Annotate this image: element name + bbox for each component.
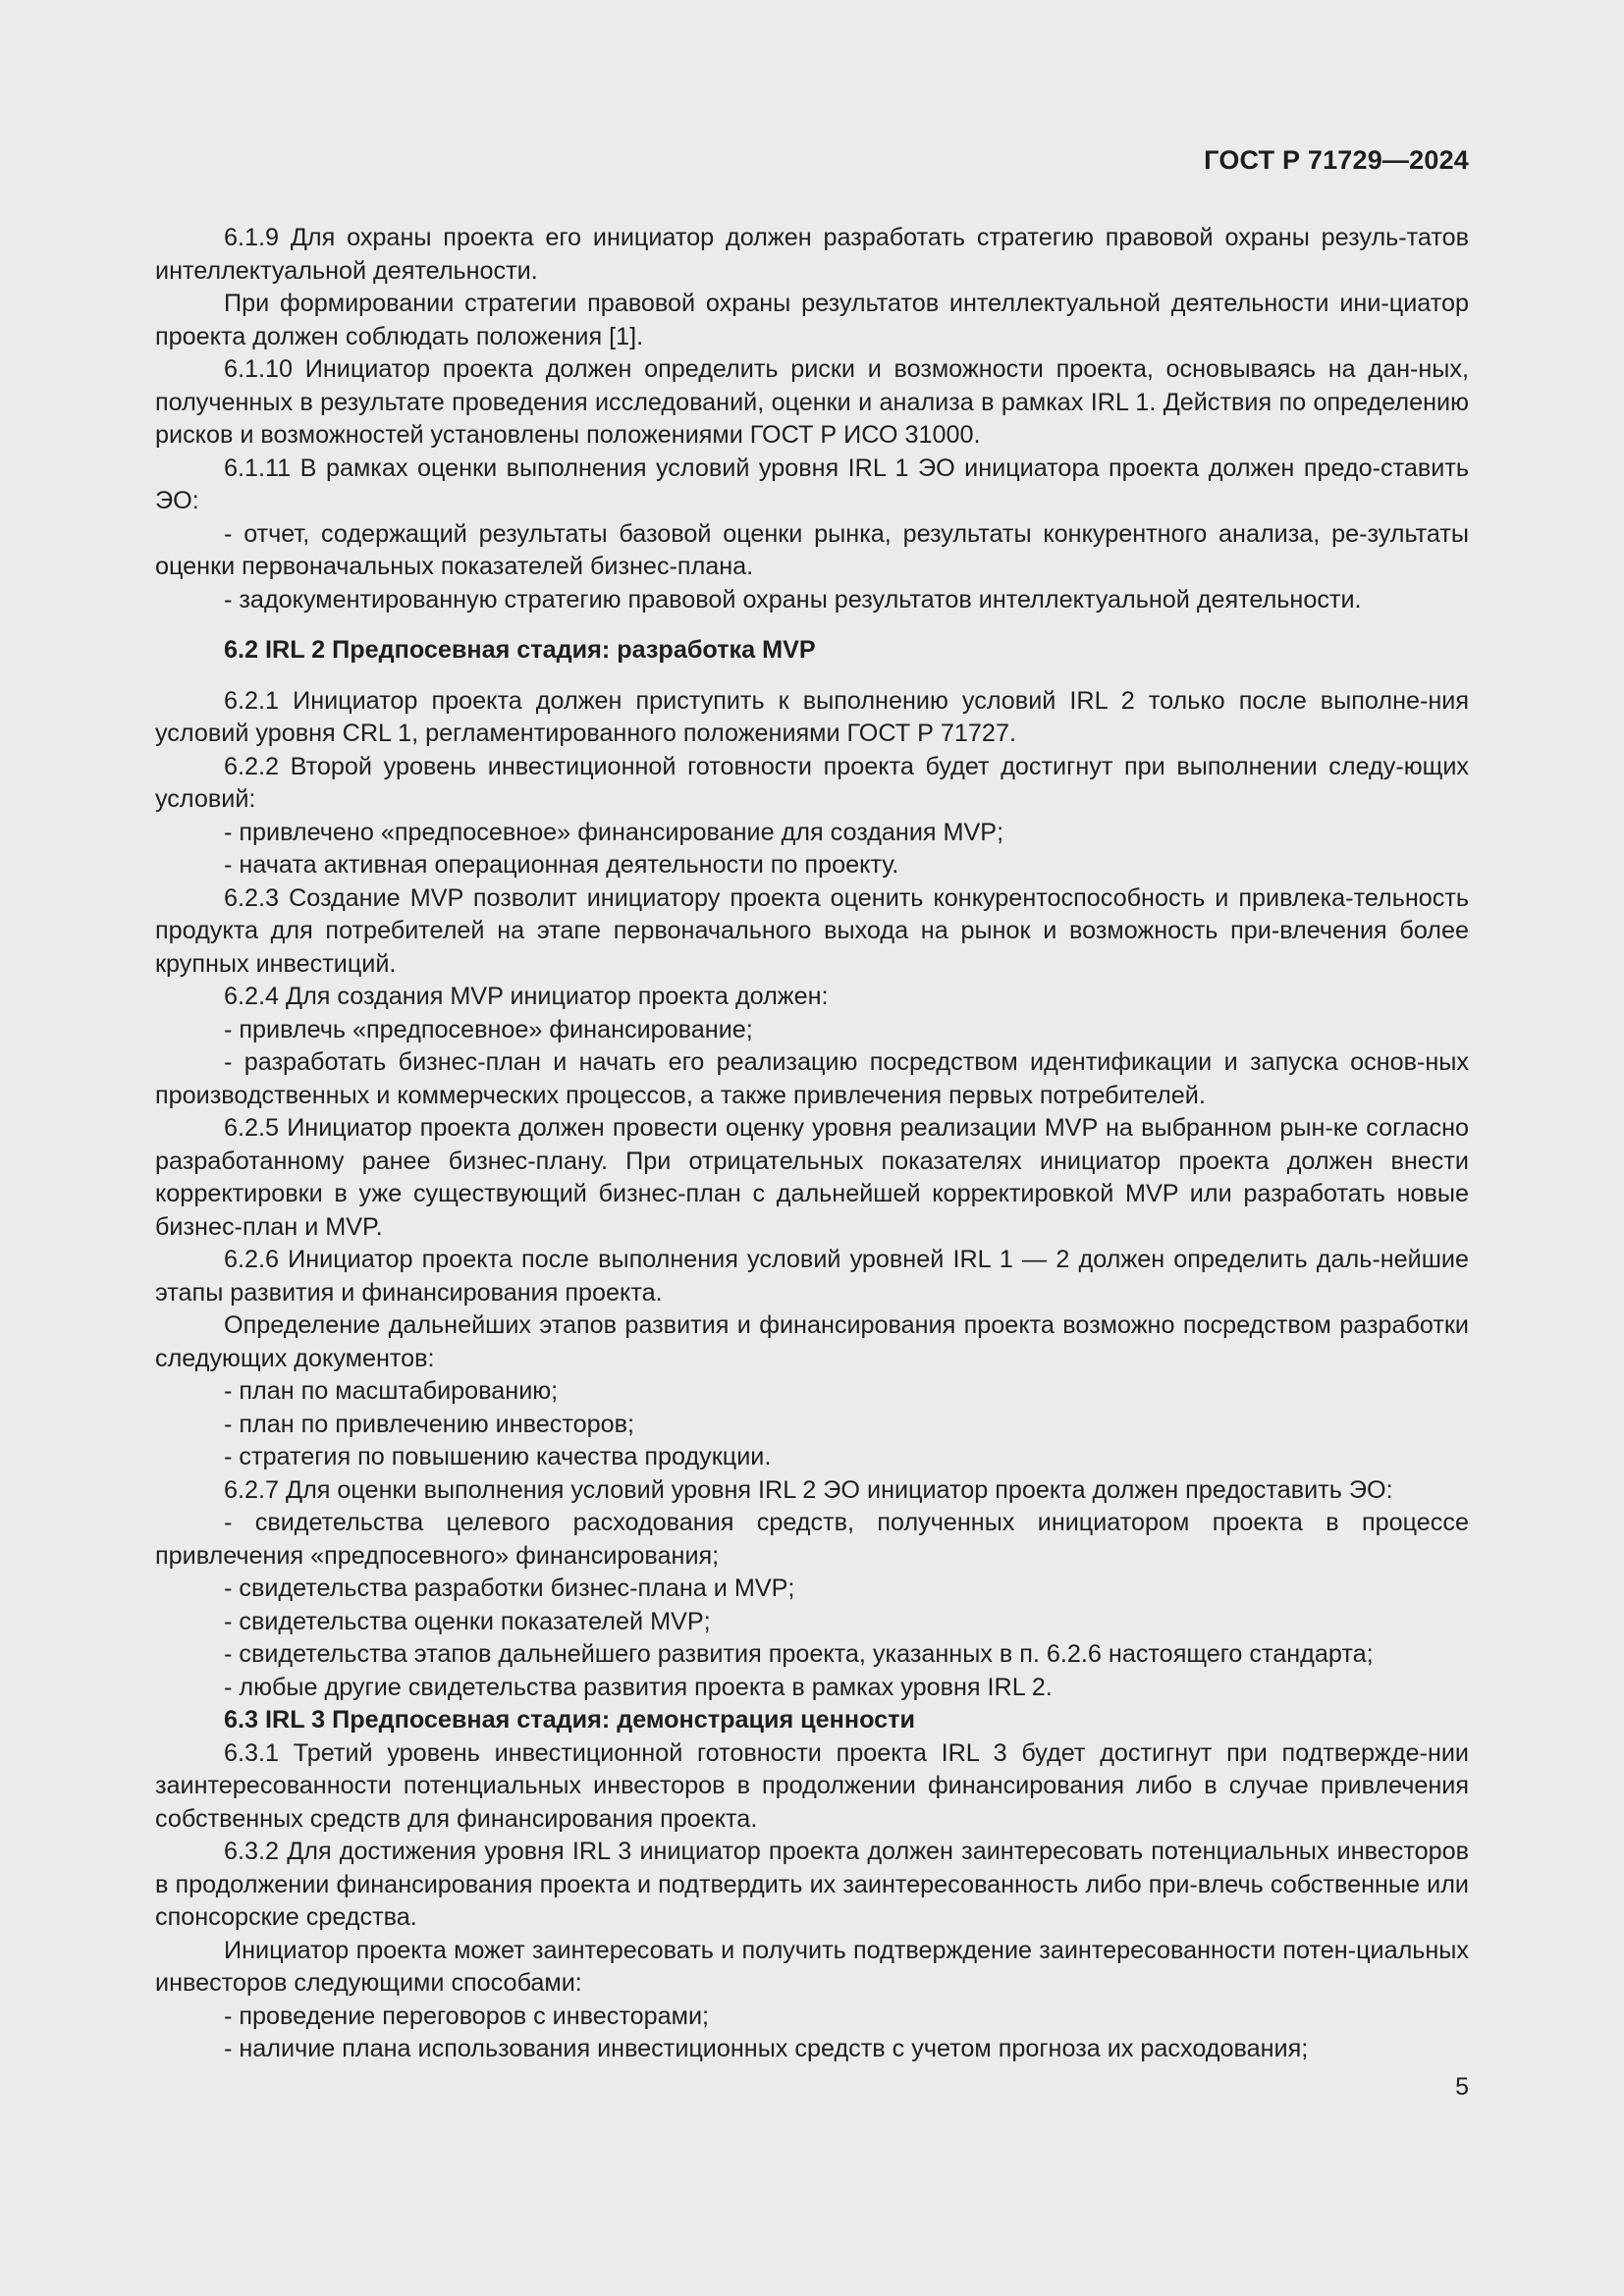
list-item-mvp-evidence: - свидетельства оценки показателей MVP; [224, 1607, 711, 1635]
list-item-report: - отчет, содержащий результаты базовой оценки рынка, результаты конкурентного анализа, ре-зультаты оценки первоначальных показателей бизнес-плана. [155, 519, 1469, 580]
list-item-scaling-plan: - план по масштабированию; [224, 1377, 559, 1405]
list-item-business-plan: - разработать бизнес-план и начать его реализацию посредством идентификации и запуска основ-ных производственных и коммерческих процессов, а также привлечения первых потребителей. [155, 1048, 1469, 1109]
paragraph-6-1-11: 6.1.11 В рамках оценки выполнения условий уровня IRL 1 ЭО инициатора проекта должен предо-ставить ЭО: [155, 454, 1469, 514]
section-heading-6-3: 6.3 IRL 3 Предпосевная стадия: демонстрация ценности [224, 1706, 915, 1734]
paragraph-6-1-9: 6.1.9 Для охраны проекта его инициатор должен разработать стратегию правовой охраны резуль-татов интеллектуальной деятельности. [155, 224, 1469, 285]
list-item-attract-funding: - привлечь «предпосевное» финансирование; [224, 1015, 753, 1043]
list-item-negotiations: - проведение переговоров с инвесторами; [224, 2002, 710, 2030]
page-number: 5 [1455, 2073, 1469, 2101]
list-item-investment-plan: - наличие плана использования инвестиционных средств с учетом прогноза их расходования; [224, 2035, 1309, 2062]
paragraph-6-2-2: 6.2.2 Второй уровень инвестиционной готовности проекта будет достигнут при выполнении следу-ющих условий: [155, 752, 1469, 813]
paragraph-6-2-6: 6.2.6 Инициатор проекта после выполнения условий уровней IRL 1 — 2 должен определить даль-нейшие этапы развития и финансирования проекта. [155, 1246, 1469, 1307]
list-item-development-evidence: - свидетельства этапов дальнейшего развития проекта, указанных в п. 6.2.6 настоящего стандарта; [224, 1640, 1374, 1668]
document-body [155, 222, 1469, 2066]
paragraph-6-2-4: 6.2.4 Для создания MVP инициатор проекта должен: [224, 983, 829, 1010]
list-item-business-plan-evidence: - свидетельства разработки бизнес-плана и MVP; [224, 1575, 795, 1602]
paragraph-6-2-1: 6.2.1 Инициатор проекта должен приступить к выполнению условий IRL 2 только после выполне-ния условий уровня CRL 1, регламентированного положениями ГОСТ Р 71727. [155, 686, 1469, 747]
paragraph-further-stages: Определение дальнейших этапов развития и финансирования проекта возможно посредством разработки следующих документов: [155, 1311, 1469, 1372]
list-item-operational-activity: - начата активная операционная деятельности по проекту. [224, 851, 899, 879]
list-item-preseed-funding: - привлечено «предпосевное» финансирование для создания MVP; [224, 818, 1004, 846]
list-item-spending-evidence: - свидетельства целевого расходования средств, полученных инициатором проекта в процессе привлечения «предпосевного» финансирования; [155, 1509, 1469, 1570]
list-item-documented-strategy: - задокументированную стратегию правовой охраны результатов интеллектуальной деятельности. [224, 585, 1362, 614]
paragraph-6-2-7: 6.2.7 Для оценки выполнения условий уровня IRL 2 ЭО инициатор проекта должен предоставить ЭО: [224, 1475, 1393, 1504]
paragraph-6-2-5: 6.2.5 Инициатор проекта должен провести оценку уровня реализации MVP на выбранном рын-ке согласно разработанному ранее бизнес-плану. При отрицательных показателях инициатор проекта должен внести корректировки в уже существующий бизнес-план с дальнейшей корректировкой MVP или разработать новые бизнес-план и MVP. [155, 1114, 1469, 1241]
section-heading-6-2: 6.2 IRL 2 Предпосевная стадия: разработка MVP [224, 636, 816, 664]
standard-id-header: ГОСТ Р 71729—2024 [1204, 145, 1469, 175]
paragraph-6-1-10: 6.1.10 Инициатор проекта должен определить риски и возможности проекта, основываясь на дан-ных, полученных в результате проведения исследований, оценки и анализа в рамках IRL 1. Действия по определению рисков и возможностей установлены положениями ГОСТ Р ИСО 31000. [155, 355, 1469, 449]
list-item-investor-plan: - план по привлечению инвесторов; [224, 1410, 635, 1438]
paragraph-6-2-3: 6.2.3 Создание MVP позволит инициатору проекта оценить конкурентоспособность и привлека-тельность продукта для потребителей на этапе первоначального выхода на рынок и возможность при-влечения более крупных инвестиций. [155, 883, 1469, 978]
paragraph-6-3-1: 6.3.1 Третий уровень инвестиционной готовности проекта IRL 3 будет достигнут при подтвержде-нии заинтересованности потенциальных инвесторов в продолжении финансирования либо в случае привлечения собственных средств для финансирования проекта. [155, 1738, 1469, 1833]
paragraph-strategy-provisions: При формировании стратегии правовой охраны результатов интеллектуальной деятельности ини-циатор проекта должен соблюдать положения [1]. [155, 290, 1469, 350]
paragraph-6-3-2: 6.3.2 Для достижения уровня IRL 3 инициатор проекта должен заинтересовать потенциальных инвесторов в продолжении финансирования проекта и подтвердить их заинтересованность либо при-влечь собственные или спонсорские средства. [155, 1838, 1469, 1931]
paragraph-investor-interest: Инициатор проекта может заинтересовать и получить подтверждение заинтересованности потен-циальных инвесторов следующими способами: [155, 1936, 1469, 1997]
list-item-quality-strategy: - стратегия по повышению качества продукции. [224, 1443, 772, 1470]
list-item-other-evidence: - любые другие свидетельства развития проекта в рамках уровня IRL 2. [224, 1673, 1053, 1701]
